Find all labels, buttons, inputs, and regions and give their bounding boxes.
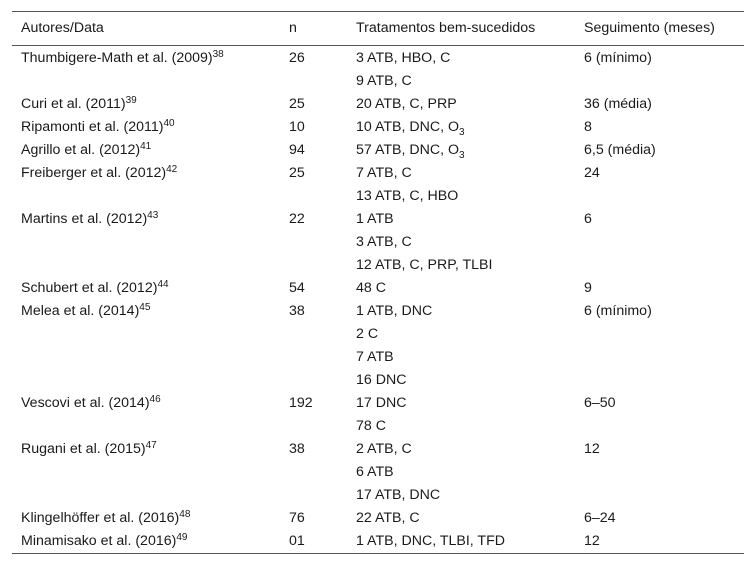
table-row bbox=[12, 70, 744, 93]
table-row bbox=[12, 530, 744, 553]
cell-n: 26 bbox=[289, 50, 305, 66]
cell-author: Rugani et al. $(2015)^{47}$ bbox=[21, 440, 157, 457]
cell-n: 38 bbox=[289, 303, 305, 319]
table-row bbox=[12, 93, 744, 116]
cell-treatment: 57 ATB, DNC, $O_3$ bbox=[356, 142, 465, 161]
cell-treatment: 13 ATB, C, HBO bbox=[356, 188, 459, 204]
cell-treatment: 20 ATB, C, PRP bbox=[356, 96, 457, 112]
cell-author: Schubert et al. $(2012)^{44}$ bbox=[21, 279, 169, 296]
table-row bbox=[12, 47, 744, 70]
cell-treatment: 2 ATB, C bbox=[356, 441, 412, 457]
cell-author: Vescovi et al. $(2014)^{46}$ bbox=[21, 394, 161, 411]
cell-treatment: 7 ATB bbox=[356, 349, 394, 365]
table-row bbox=[12, 116, 744, 139]
cell-author: Agrillo et al. $(2012)^{41}$ bbox=[21, 141, 152, 158]
cell-author: Klingelhöffer et al. $(2016)^{48}$ bbox=[21, 509, 191, 526]
cell-followup: 6,5 (média) bbox=[584, 142, 656, 158]
cell-author: Martins et al. $(2012)^{43}$ bbox=[21, 210, 159, 227]
cell-author: Ripamonti et al. $(2011)^{40}$ bbox=[21, 118, 175, 135]
cell-author: Thumbigere-Math et al. $(2009)^{38}$ bbox=[21, 49, 224, 66]
cell-followup: 8 bbox=[584, 119, 592, 135]
cell-treatment: 9 ATB, C bbox=[356, 73, 412, 89]
cell-treatment: 22 ATB, C bbox=[356, 510, 420, 526]
cell-followup: 6 bbox=[584, 211, 592, 227]
table-row bbox=[12, 208, 744, 231]
cell-treatment: 7 ATB, C bbox=[356, 165, 412, 181]
table-row bbox=[12, 300, 744, 323]
cell-followup: 6–24 bbox=[584, 510, 616, 526]
table-row bbox=[12, 415, 744, 438]
table-row bbox=[12, 484, 744, 507]
cell-treatment: 1 ATB, DNC, TLBI, TFD bbox=[356, 533, 506, 549]
cell-n: 76 bbox=[289, 510, 305, 526]
cell-followup: 12 bbox=[584, 533, 600, 549]
cell-treatment: 17 DNC bbox=[356, 395, 407, 411]
cell-author: Curi et al. $(2011)^{39}$ bbox=[21, 95, 137, 112]
table-row bbox=[12, 346, 744, 369]
cell-treatment: 12 ATB, C, PRP, TLBI bbox=[356, 257, 493, 273]
table-row bbox=[12, 392, 744, 415]
table-row bbox=[12, 277, 744, 300]
cell-followup: 9 bbox=[584, 280, 592, 296]
table-row bbox=[12, 438, 744, 461]
header-n: n bbox=[289, 20, 297, 36]
cell-author: Minamisako et al. $(2016)^{49}$ bbox=[21, 532, 188, 549]
cell-followup: 12 bbox=[584, 441, 600, 457]
header-followup: Seguimento (meses) bbox=[584, 20, 715, 36]
cell-followup: 6 (mínimo) bbox=[584, 50, 652, 66]
cell-n: 22 bbox=[289, 211, 305, 227]
table-row bbox=[12, 185, 744, 208]
cell-n: 192 bbox=[289, 395, 313, 411]
table-bottom-rule bbox=[12, 553, 744, 554]
cell-n: 25 bbox=[289, 96, 305, 112]
table-row bbox=[12, 323, 744, 346]
cell-treatment: 78 C bbox=[356, 418, 386, 434]
cell-n: 25 bbox=[289, 165, 305, 181]
table-row bbox=[12, 507, 744, 530]
cell-treatment: 6 ATB bbox=[356, 464, 394, 480]
cell-n: 94 bbox=[289, 142, 305, 158]
table-row bbox=[12, 369, 744, 392]
header-authors: Autores/Data bbox=[21, 20, 104, 36]
cell-treatment: 3 ATB, HBO, C bbox=[356, 50, 451, 66]
cell-treatment: 1 ATB, DNC bbox=[356, 303, 433, 319]
cell-treatment: 48 C bbox=[356, 280, 386, 296]
cell-n: 38 bbox=[289, 441, 305, 457]
table-header bbox=[12, 11, 744, 46]
cell-treatment: 1 ATB bbox=[356, 211, 394, 227]
cell-n: 54 bbox=[289, 280, 305, 296]
table-row bbox=[12, 139, 744, 162]
cell-treatment: 16 DNC bbox=[356, 372, 407, 388]
cell-n: 01 bbox=[289, 533, 305, 549]
cell-followup: 6–50 bbox=[584, 395, 616, 411]
table-row bbox=[12, 461, 744, 484]
cell-followup: 24 bbox=[584, 165, 600, 181]
cell-followup: 36 (média) bbox=[584, 96, 652, 112]
table-row bbox=[12, 254, 744, 277]
cell-treatment: 17 ATB, DNC bbox=[356, 487, 441, 503]
table-row bbox=[12, 162, 744, 185]
header-treatments: Tratamentos bem-sucedidos bbox=[356, 20, 536, 36]
table-body bbox=[12, 47, 744, 553]
table-row bbox=[12, 231, 744, 254]
cell-treatment: 3 ATB, C bbox=[356, 234, 412, 250]
cell-treatment: 10 ATB, DNC, $O_3$ bbox=[356, 119, 465, 138]
cell-n: 10 bbox=[289, 119, 305, 135]
cell-treatment: 2 C bbox=[356, 326, 379, 342]
cell-author: Melea et al. $(2014)^{45}$ bbox=[21, 302, 151, 319]
data-table bbox=[12, 11, 744, 554]
cell-followup: 6 (mínimo) bbox=[584, 303, 652, 319]
cell-author: Freiberger et al. $(2012)^{42}$ bbox=[21, 164, 178, 181]
